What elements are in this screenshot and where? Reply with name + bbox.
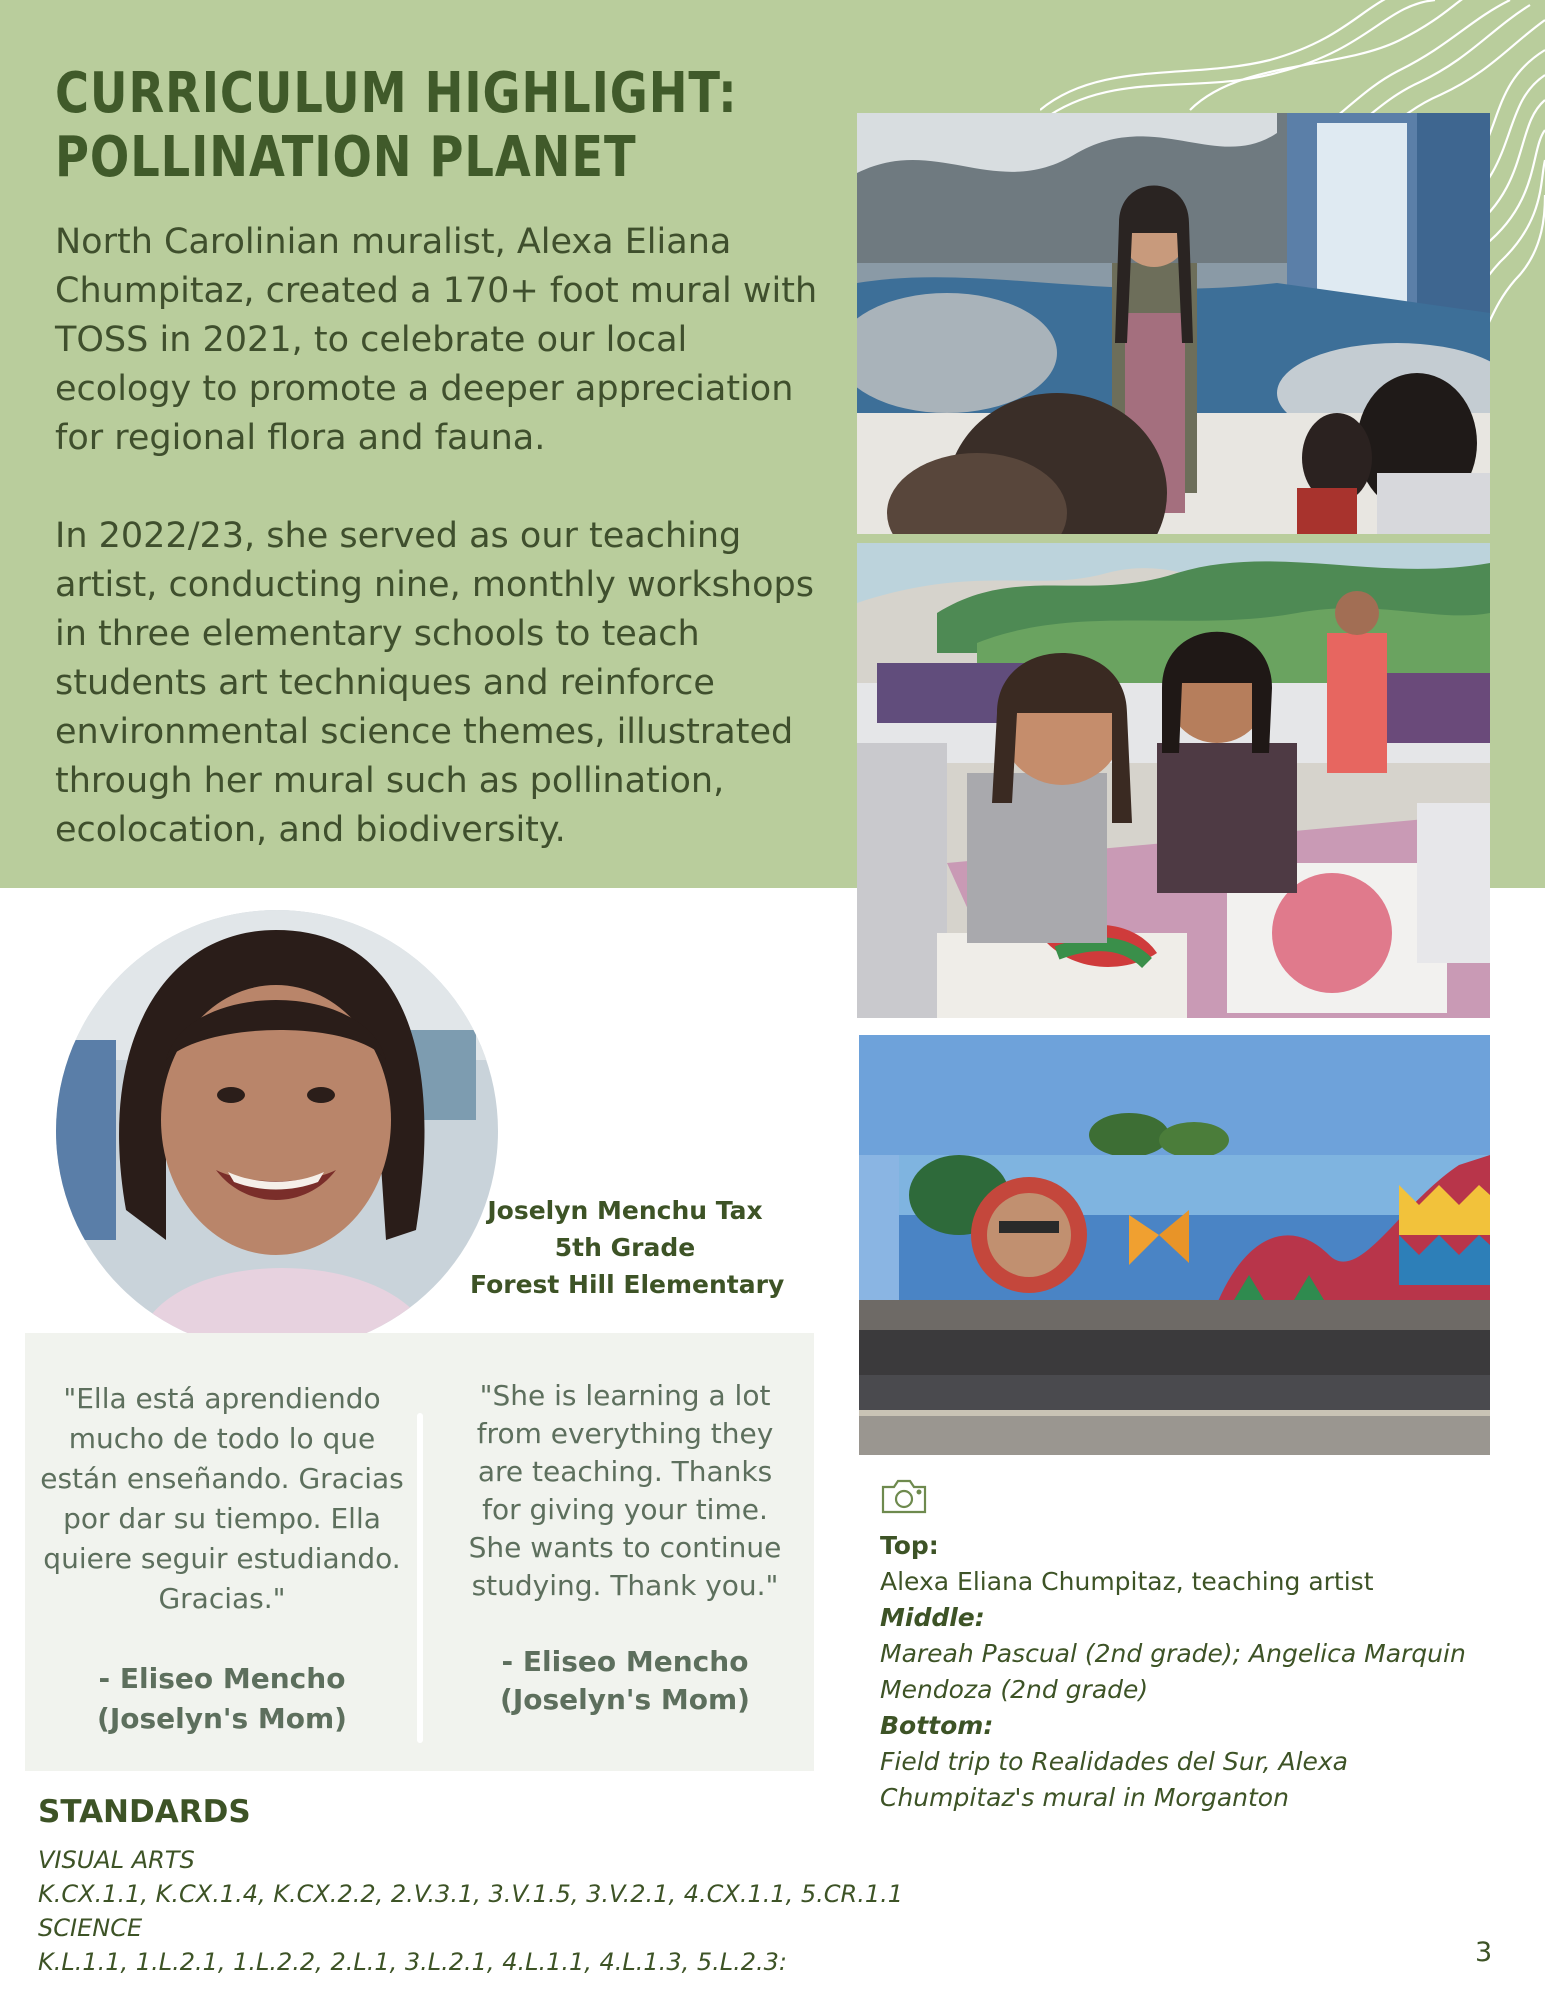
science-codes: K.L.1.1, 1.L.2.1, 1.L.2.2, 2.L.1, 3.L.2.1, 4.L.1.1, 4.L.1.3, 5.L.2.3:: [38, 1948, 787, 1976]
quote-spanish-text: "Ella está aprendiendo mucho de todo lo que están enseñando. Gracias por dar su tiempo. Ella quiere seguir estudiando. Gracias.": [40, 1382, 404, 1615]
standards-list: [38, 1843, 903, 1979]
attribution-role: (Joselyn's Mom): [97, 1702, 347, 1735]
quote-english: [430, 1377, 820, 1719]
quote-divider: [417, 1413, 423, 1743]
intro-text: [55, 218, 825, 904]
student-portrait: [56, 910, 498, 1352]
credit-top-label: Top:: [880, 1531, 939, 1560]
page-number: 3: [1475, 1937, 1493, 1968]
credit-bottom-label: Bottom:: [880, 1711, 994, 1740]
credit-bottom-text: Field trip to Realidades del Sur, Alexa Chumpitaz's mural in Morganton: [880, 1747, 1349, 1812]
visual-arts-codes: K.CX.1.1, K.CX.1.4, K.CX.2.2, 2.V.3.1, 3.V.1.5, 3.V.2.1, 4.CX.1.1, 5.CR.1.1: [38, 1880, 903, 1908]
attribution-name: - Eliseo Mencho: [98, 1662, 346, 1695]
science-label: SCIENCE: [38, 1914, 143, 1942]
quote-english-attribution: [430, 1643, 820, 1719]
student-school: Forest Hill Elementary: [470, 1270, 785, 1299]
credit-middle-label: Middle:: [880, 1603, 985, 1632]
attribution-role: (Joselyn's Mom): [500, 1683, 750, 1716]
intro-paragraph-1: North Carolinian muralist, Alexa Eliana Chumpitaz, created a 170+ foot mural with TOSS in 2021, to celebrate our local ecology to promote a deeper appreciation for regional flora and fauna.: [55, 222, 818, 458]
credit-top-text: Alexa Eliana Chumpitaz, teaching artist: [880, 1567, 1374, 1596]
quote-english-text: "She is learning a lot from everything they are teaching. Thanks for giving your time. She wants to continue studying. Thank you.": [468, 1379, 782, 1602]
photo-students-art-table: [857, 543, 1490, 1018]
photo-mural-field-trip: [859, 1035, 1490, 1455]
intro-paragraph-2: In 2022/23, she served as our teaching artist, conducting nine, monthly workshops in three elementary schools to teach students art techniques and reinforce environmental science themes, illustrated through her mural such as pollination, ecolocation, and biodiversity.: [55, 516, 814, 850]
quote-spanish: [25, 1379, 419, 1739]
student-name: Joselyn Menchu Tax: [487, 1196, 763, 1225]
photo-teaching-artist: [857, 113, 1490, 534]
standards-heading: STANDARDS: [38, 1794, 251, 1830]
title-line-2: POLLINATION PLANET: [55, 125, 637, 190]
page-title: [55, 62, 738, 190]
title-line-1: CURRICULUM HIGHLIGHT:: [55, 61, 738, 126]
testimonial-box: [25, 1333, 814, 1771]
attribution-name: - Eliseo Mencho: [501, 1645, 749, 1678]
camera-icon: [880, 1477, 928, 1515]
credit-middle-text: Mareah Pascual (2nd grade); Angelica Marquin Mendoza (2nd grade): [880, 1639, 1466, 1704]
quote-spanish-attribution: [25, 1659, 419, 1739]
student-caption: [470, 1192, 785, 1303]
visual-arts-label: VISUAL ARTS: [38, 1846, 195, 1874]
student-grade: 5th Grade: [554, 1233, 696, 1262]
photo-credits: [880, 1528, 1480, 1816]
